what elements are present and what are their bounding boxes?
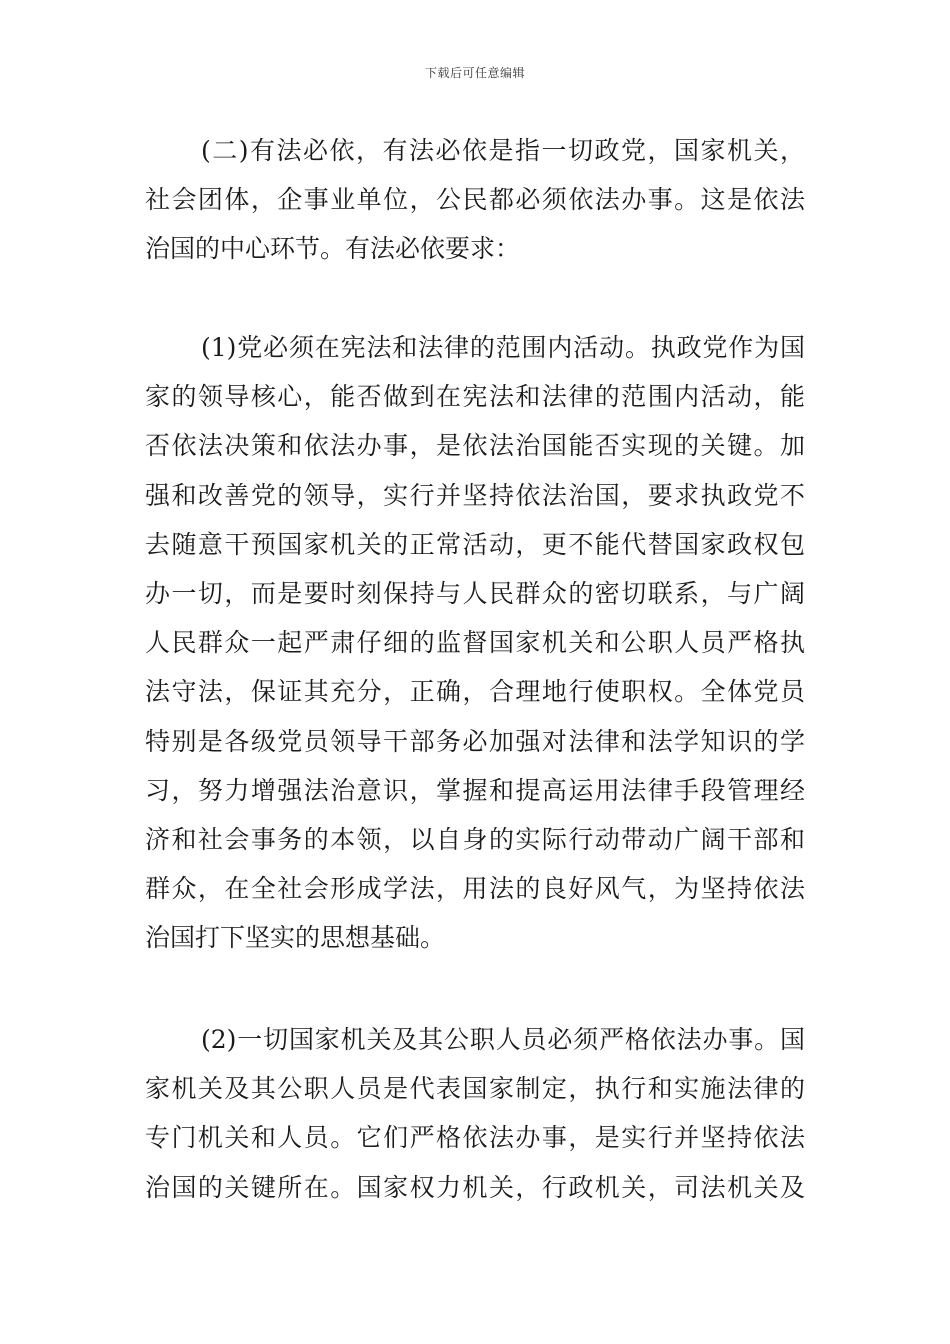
text-line: 去随意干预国家机关的正常活动，更不能代替国家政权包 (145, 529, 805, 559)
text-line: 否依法决策和依法办事，是依法治国能否实现的关键。加 (145, 431, 805, 461)
text-line: 家的领导核心，能否做到在宪法和法律的范围内活动，能 (145, 382, 805, 412)
text-line: 济和社会事务的本领，以自身的实际行动带动广阔干部和 (145, 824, 805, 854)
text-line: 习，努力增强法治意识，掌握和提高运用法律手段管理经 (145, 775, 805, 805)
paragraph-1 (145, 126, 805, 274)
text-line: 治国的关键所在。国家权力机关，行政机关，司法机关及 (145, 1172, 805, 1202)
text-line: 社会团体，企事业单位，公民都必须依法办事。这是依法 (145, 185, 805, 215)
text-line: (2)一切国家机关及其公职人员必须严格依法办事。国 (201, 1025, 805, 1054)
text-line: (1)党必须在宪法和法律的范围内活动。执政党作为国 (201, 333, 805, 362)
text-line: 专门机关和人员。它们严格依法办事，是实行并坚持依法 (145, 1123, 805, 1153)
paragraph-3 (145, 1015, 805, 1212)
text-line: 法守法，保证其充分，正确，合理地行使职权。全体党员 (145, 677, 805, 707)
text-line: 人民群众一起严肃仔细的监督国家机关和公职人员严格执 (145, 628, 805, 658)
text-line: 特别是各级党员领导干部务必加强对法律和法学知识的学 (145, 726, 805, 756)
text-line: 办一切，而是要时刻保持与人民群众的密切联系，与广阔 (145, 578, 805, 608)
text-line: 治国的中心环节。有法必依要求： (145, 234, 521, 264)
page-header: 下载后可任意编辑 (424, 66, 525, 80)
text-line: 群众，在全社会形成学法，用法的良好风气，为坚持依法 (145, 874, 805, 904)
text-line: 治国打下坚实的思想基础。 (145, 923, 446, 953)
text-line: (二)有法必依，有法必依是指一切政党，国家机关， (201, 136, 805, 165)
text-line: 家机关及其公职人员是代表国家制定，执行和实施法律的 (145, 1074, 805, 1104)
paragraph-2 (145, 323, 805, 962)
text-line: 强和改善党的领导，实行并坚持依法治国，要求执政党不 (145, 480, 805, 510)
